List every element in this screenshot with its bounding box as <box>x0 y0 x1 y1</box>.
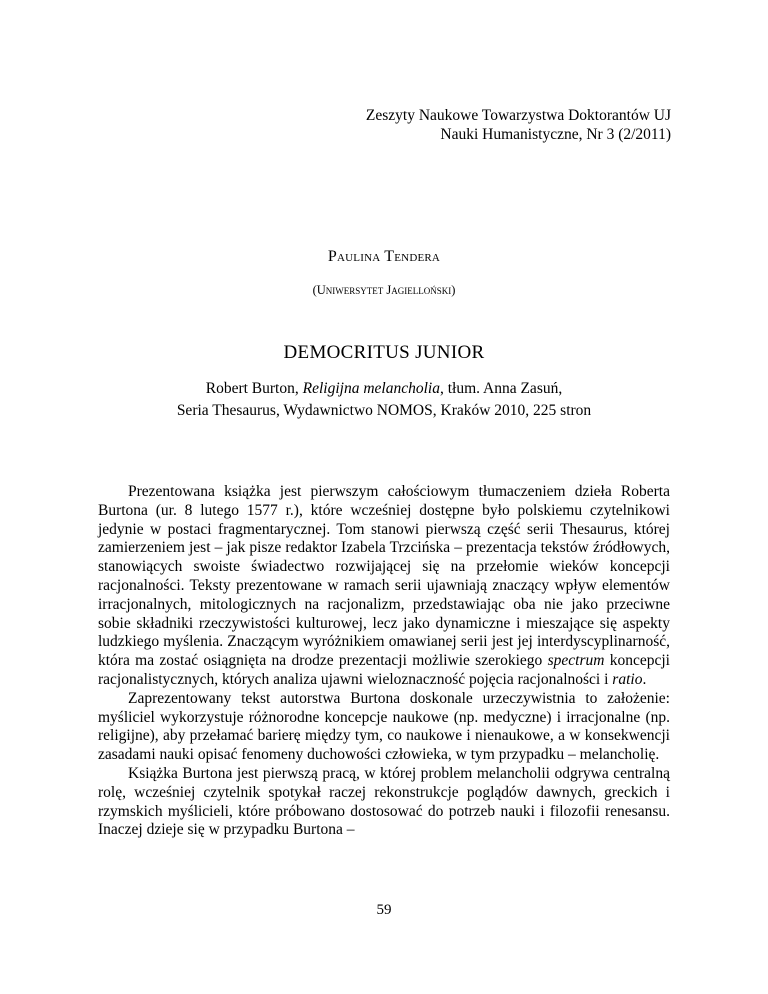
book-author: Robert Burton, <box>205 380 303 397</box>
paragraph-1-part-a: Prezentowana książka jest pierwszym całościowym tłumaczeniem dzieła Roberta Burtona (ur. 8 lutego 1577 r.), które wcześniej dostępne było polskiemu czytelnikowi jedynie w postaci fragmentarycznej. Tom stanowi pierwszą część serii Thesaurus, której zamierzeniem jest – jak pisze redaktor Izabela Trzcińska – prezentacja tekstów źródłowych, stanowiących swoiste świadectwo rozwijającej się na przełomie wieków koncepcji racjonalności. Teksty prezentowane w ramach serii ujawniają znaczący wpływ elementów irracjonalnych, mitologicznych na racjonalizm, przedstawiając oba nie jako przeciwne sobie składniki rzeczywistości kulturowej, lecz jako dynamiczne i mieszające się aspekty ludzkiego myślenia. Znaczącym wyróżnikiem omawianej serii jest jej interdyscyplinarność, która ma zostać osiągnięta na drodze prezentacji możliwie szerokiego <box>98 483 670 670</box>
book-publication: Seria Thesaurus, Wydawnictwo NOMOS, Kraków 2010, 225 stron <box>176 402 592 419</box>
paragraph-1-part-b: koncepcji racjonalistycznych, których analiza ujawni wieloznaczność pojęcia racjonalności i <box>98 652 670 688</box>
paragraph-1-emphasis-spectrum: spectrum <box>547 652 605 670</box>
paragraph-1 <box>98 483 670 690</box>
journal-issue: Nauki Humanistyczne, Nr 3 (2/2011) <box>440 126 671 143</box>
page-number: 59 <box>376 902 392 918</box>
paragraph-1-part-c: . <box>642 670 647 688</box>
journal-name: Zeszyty Naukowe Towarzystwa Doktorantów UJ <box>365 107 671 124</box>
book-info <box>0 378 768 422</box>
book-translator: , tłum. Anna Zasuń, <box>439 380 563 397</box>
article-body <box>98 483 670 840</box>
paragraph-3: Książka Burtona jest pierwszą pracą, w której problem melancholii odgrywa centralną rolę, wcześniej czytelnik spotykał raczej rekonstrukcje poglądów dawnych, greckich i rzymskich myślicieli, które próbowano dostosować do potrzeb nauki i filozofii renesansu. Inaczej dzieje się w przypadku Burtona – <box>98 764 670 839</box>
paragraph-1-emphasis-ratio: ratio <box>612 670 643 688</box>
book-title: Religijna melancholia <box>302 380 440 397</box>
author-affiliation: (Uniwersytet Jagielloński) <box>312 283 456 297</box>
book-info-line1 <box>0 378 768 400</box>
paragraph-2: Zaprezentowany tekst autorstwa Burtona doskonale urzeczywistnia to założenie: myśliciel wykorzystuje różnorodne koncepcje naukowe (np. medyczne) i irracjonalne (np. religijne), aby przełamać barierę między tym, co naukowe i nienaukowe, a w konsekwencji zasadami nauki opisać fenomeny duchowości człowieka, w tym przypadku – melancholię. <box>98 689 670 764</box>
article-title: DEMOCRITUS JUNIOR <box>283 342 485 363</box>
author-name: Paulina Tendera <box>327 248 441 265</box>
journal-header <box>366 106 671 144</box>
